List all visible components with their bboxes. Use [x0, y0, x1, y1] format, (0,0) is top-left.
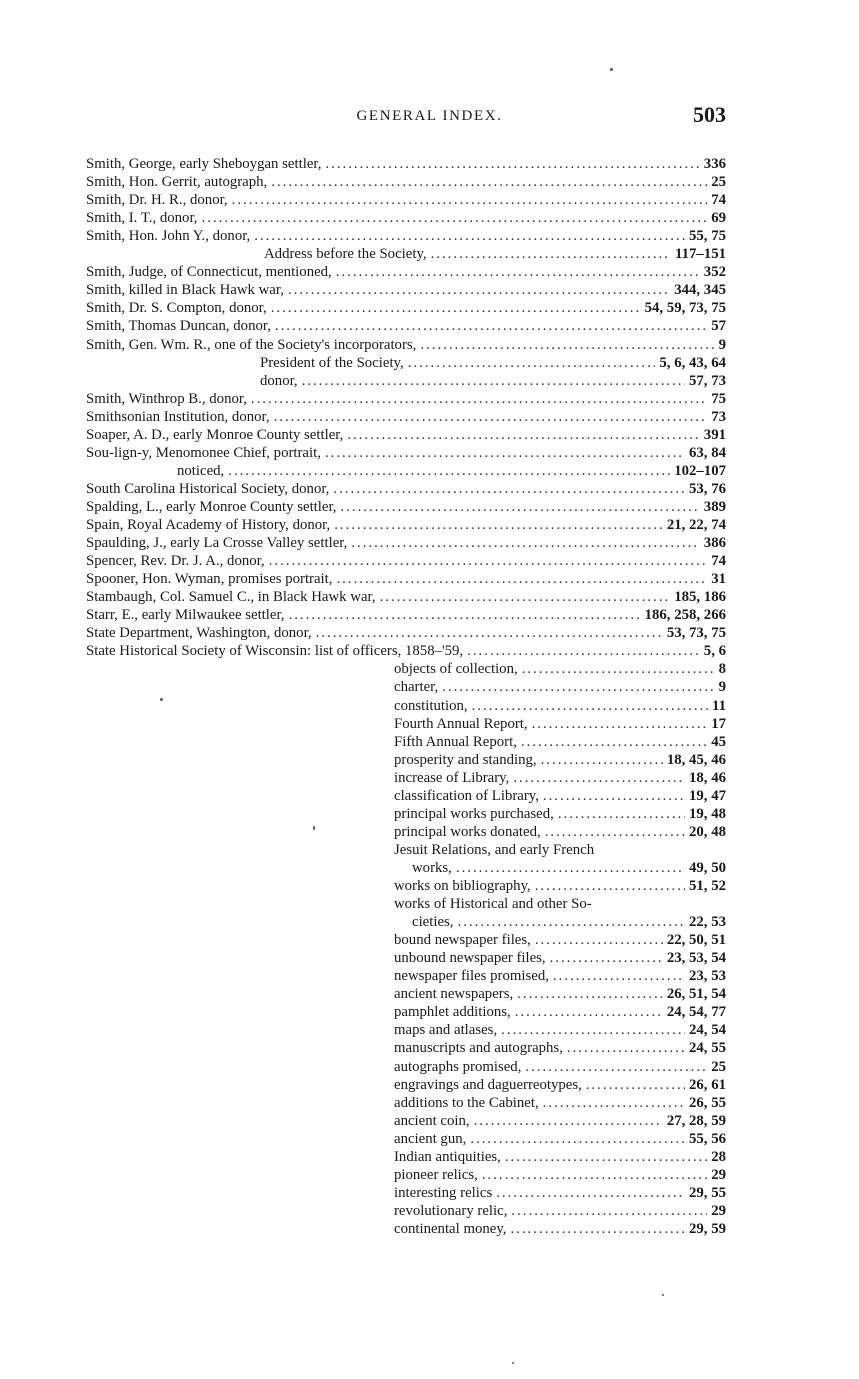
entry-page-refs: 26, 61 [689, 1076, 726, 1093]
entry-text: ancient gun, [394, 1130, 467, 1147]
entry-page-refs: 336 [703, 156, 726, 172]
dot-leader [336, 263, 700, 281]
entry-text: Fourth Annual Report, [394, 715, 528, 732]
entry-page-refs: 352 [703, 264, 726, 281]
index-entry [86, 588, 726, 606]
dot-leader [553, 967, 685, 985]
entry-page-refs: 29 [711, 1202, 726, 1219]
entry-text: cieties, [412, 914, 454, 931]
dot-leader [351, 534, 699, 552]
index-entry [260, 354, 726, 372]
index-entry [86, 173, 726, 191]
dot-leader [505, 1148, 707, 1166]
entry-text: constitution, [394, 697, 468, 714]
entry-page-refs: 23, 53, 54 [666, 950, 726, 967]
dot-leader [550, 949, 663, 967]
entry-text: Smith, Gen. Wm. R., one of the Society's incorporators, [86, 336, 417, 353]
dot-leader [496, 1184, 685, 1202]
entry-text: Smith, Thomas Duncan, donor, [86, 318, 271, 335]
entry-text: Starr, E., early Milwaukee settler, [86, 607, 285, 624]
index-entry [412, 859, 726, 877]
index-entry [394, 751, 726, 769]
entry-page-refs: 69 [711, 210, 726, 227]
index-entry [412, 913, 726, 931]
dot-leader [513, 769, 685, 787]
index-entry [394, 1130, 726, 1148]
entry-page-refs: 102–107 [674, 462, 726, 479]
entry-text: South Carolina Historical Society, donor, [86, 480, 330, 497]
index-entry [86, 191, 726, 209]
dot-leader [510, 1220, 685, 1238]
entry-text: bound newspaper files, [394, 932, 531, 949]
entry-page-refs: 54, 59, 73, 75 [644, 300, 726, 317]
entry-text: Spencer, Rev. Dr. J. A., donor, [86, 553, 265, 570]
index-entry [394, 895, 592, 913]
entry-page-refs: 24, 55 [689, 1040, 726, 1057]
entry-text: Smith, I. T., donor, [86, 210, 198, 227]
dot-leader [316, 624, 663, 642]
dot-leader [545, 823, 685, 841]
entry-text: charter, [394, 679, 439, 696]
dot-leader [474, 1112, 663, 1130]
entry-page-refs: 25 [711, 1058, 726, 1075]
dot-leader [408, 354, 656, 372]
entry-page-refs: 391 [703, 426, 726, 443]
index-entry [394, 931, 726, 949]
dot-leader [334, 516, 663, 534]
entry-page-refs: 8 [718, 661, 726, 678]
entry-page-refs: 5, 6, 43, 64 [659, 354, 726, 371]
entry-page-refs: 22, 53 [689, 914, 726, 931]
dot-leader [442, 678, 714, 696]
entry-text: maps and atlases, [394, 1022, 498, 1039]
index-entry [394, 1076, 726, 1094]
index-entry [394, 1112, 726, 1130]
dot-leader [232, 191, 708, 209]
dot-leader [341, 498, 700, 516]
index-entry [86, 624, 726, 642]
entry-text: Smith, Judge, of Connecticut, mentioned, [86, 264, 332, 281]
entry-text: Spain, Royal Academy of History, donor, [86, 517, 331, 533]
entry-page-refs: 63, 84 [689, 444, 726, 461]
entry-page-refs: 21, 22, 74 [666, 517, 726, 533]
entry-page-refs: 17 [711, 715, 726, 732]
entry-page-refs: 73 [711, 408, 726, 425]
index-entry [86, 155, 726, 173]
index-entry [86, 480, 726, 498]
entry-text: principal works purchased, [394, 805, 554, 822]
index-entry [264, 245, 726, 263]
entry-text: unbound newspaper files, [394, 950, 546, 967]
entry-text: manuscripts and autographs, [394, 1040, 563, 1057]
entry-text: Fifth Annual Report, [394, 733, 517, 750]
entry-text: pioneer relics, [394, 1166, 478, 1183]
index-entry [394, 1094, 726, 1112]
dot-leader [535, 877, 685, 895]
index-entry [394, 1058, 726, 1076]
entry-text: Stambaugh, Col. Samuel C., in Black Hawk war, [86, 589, 376, 606]
entry-text: Smith, Hon. John Y., donor, [86, 228, 251, 245]
entry-page-refs: 186, 258, 266 [644, 607, 726, 624]
index-entry [394, 697, 726, 715]
entry-page-refs: 74 [711, 192, 726, 209]
index-entry [86, 336, 726, 354]
entry-text: Sou-lign-y, Menomonee Chief, portrait, [86, 444, 321, 461]
dot-leader [541, 751, 663, 769]
entry-page-refs: 344, 345 [674, 282, 726, 299]
entry-page-refs: 22, 50, 51 [666, 932, 726, 949]
entry-page-refs: 57, 73 [689, 372, 726, 389]
entry-page-refs: 29 [711, 1166, 726, 1183]
index-entry [394, 678, 726, 696]
entry-text: objects of collection, [394, 661, 518, 678]
dot-leader [535, 931, 663, 949]
index-entry [394, 769, 726, 787]
entry-text: engravings and daguerreotypes, [394, 1076, 582, 1093]
entry-text: Smithsonian Institution, donor, [86, 408, 270, 425]
dot-leader [515, 1003, 663, 1021]
entry-text: Spooner, Hon. Wyman, promises portrait, [86, 571, 333, 588]
entry-page-refs: 27, 28, 59 [666, 1112, 726, 1129]
dot-leader [302, 372, 685, 390]
index-entry [394, 1021, 726, 1039]
dot-leader [251, 390, 707, 408]
print-speck [610, 68, 613, 71]
entry-page-refs: 51, 52 [689, 878, 726, 894]
index-entry [394, 877, 726, 895]
entry-text: donor, [260, 372, 298, 389]
index-entry [394, 1202, 726, 1220]
entry-page-refs: 74 [711, 553, 726, 570]
dot-leader [472, 697, 708, 715]
dot-leader [458, 913, 686, 931]
dot-leader [567, 1039, 685, 1057]
index-entry [86, 534, 726, 552]
dot-leader [333, 480, 685, 498]
index-entry [394, 805, 726, 823]
dot-leader [525, 1058, 707, 1076]
entry-text: Spalding, L., early Monroe County settler, [86, 498, 337, 515]
entry-page-refs: 9 [718, 336, 726, 353]
entry-text: State Department, Washington, donor, [86, 625, 312, 642]
dot-leader [517, 985, 663, 1003]
index-entry [394, 1148, 726, 1166]
index-entry [394, 1039, 726, 1057]
entry-page-refs: 75 [711, 390, 726, 407]
entry-page-refs: 24, 54 [689, 1022, 726, 1039]
dot-leader [521, 733, 707, 751]
entry-text: Address before the Society, [264, 246, 427, 263]
entry-text: ancient coin, [394, 1112, 470, 1129]
entry-page-refs: 20, 48 [689, 823, 726, 840]
index-entry [394, 1166, 726, 1184]
dot-leader [511, 1202, 707, 1220]
entry-text: autographs promised, [394, 1058, 522, 1075]
print-speck [160, 698, 163, 701]
entry-text: ancient newspapers, [394, 986, 514, 1003]
entry-page-refs: 5, 6 [703, 643, 726, 660]
dot-leader [558, 805, 685, 823]
dot-leader [380, 588, 671, 606]
index-entry [86, 552, 726, 570]
index-entry [394, 1003, 726, 1021]
print-speck [313, 826, 315, 830]
entry-text: principal works donated, [394, 823, 541, 840]
print-speck [662, 1294, 664, 1296]
dot-leader [482, 1166, 707, 1184]
entry-text: continental money, [394, 1220, 507, 1237]
index-entry [86, 299, 726, 317]
entry-text: Indian antiquities, [394, 1148, 501, 1165]
entry-text: Smith, Dr. H. R., donor, [86, 192, 228, 209]
entry-text: Spaulding, J., early La Crosse Valley settler, [86, 535, 348, 552]
index-entry [86, 516, 726, 534]
entry-text: Smith, George, early Sheboygan settler, [86, 156, 322, 172]
index-entry [86, 642, 726, 660]
entry-text: Smith, Winthrop B., donor, [86, 390, 247, 407]
entry-page-refs: 55, 75 [689, 228, 726, 245]
entry-text: prosperity and standing, [394, 751, 537, 768]
index-entry [86, 444, 726, 462]
dot-leader [228, 462, 670, 480]
dot-leader [254, 227, 685, 245]
page-number: 503 [693, 102, 726, 127]
dot-leader [467, 642, 700, 660]
dot-leader [420, 336, 714, 354]
dot-leader [275, 317, 707, 335]
index-entry [86, 498, 726, 516]
entry-page-refs: 53, 73, 75 [666, 625, 726, 642]
dot-leader [274, 408, 708, 426]
entry-page-refs: 19, 48 [689, 805, 726, 822]
dot-leader [289, 606, 641, 624]
index-entry [394, 715, 726, 733]
dot-leader [288, 281, 670, 299]
entry-page-refs: 386 [703, 535, 726, 552]
entry-page-refs: 29, 55 [689, 1184, 726, 1201]
entry-page-refs: 55, 56 [689, 1130, 726, 1147]
entry-page-refs: 19, 47 [689, 787, 726, 804]
dot-leader [271, 299, 641, 317]
dot-leader [269, 552, 708, 570]
entry-text: newspaper files promised, [394, 968, 549, 985]
index-entry [86, 281, 726, 299]
index-entry [86, 227, 726, 245]
entry-page-refs: 11 [712, 697, 726, 714]
entry-page-refs: 28 [711, 1148, 726, 1165]
dot-leader [501, 1021, 685, 1039]
index-entry [86, 570, 726, 588]
index-entry [86, 408, 726, 426]
index-entry [394, 1220, 726, 1238]
index-entry [177, 462, 726, 480]
index-entry [394, 787, 726, 805]
entry-text: President of the Society, [260, 354, 404, 371]
dot-leader [431, 245, 671, 263]
entry-page-refs: 45 [711, 733, 726, 750]
entry-text: works, [412, 859, 452, 876]
entry-text: increase of Library, [394, 769, 510, 786]
entry-page-refs: 23, 53 [689, 968, 726, 985]
index-entry [394, 660, 726, 678]
index-entry [394, 823, 726, 841]
dot-leader [543, 1094, 685, 1112]
entry-text: Smith, Hon. Gerrit, autograph, [86, 174, 268, 191]
index-entry [260, 372, 726, 390]
entry-page-refs: 185, 186 [674, 589, 726, 606]
entry-page-refs: 49, 50 [689, 859, 726, 876]
entry-page-refs: 31 [711, 571, 726, 588]
entry-text: State Historical Society of Wisconsin: list of officers, 1858–'59, [86, 643, 464, 660]
dot-leader [470, 1130, 685, 1148]
entry-page-refs: 18, 46 [689, 769, 726, 786]
dot-leader [325, 155, 699, 173]
dot-leader [325, 444, 685, 462]
entry-page-refs: 26, 51, 54 [666, 986, 726, 1003]
entry-text: Smith, Dr. S. Compton, donor, [86, 300, 267, 317]
entry-text: interesting relics [394, 1184, 493, 1201]
entry-text: works of Historical and other So- [394, 896, 592, 913]
index-entry [86, 426, 726, 444]
entry-page-refs: 389 [703, 498, 726, 515]
dot-leader [543, 787, 685, 805]
entry-text: Smith, killed in Black Hawk war, [86, 282, 284, 299]
print-speck [512, 1362, 514, 1364]
index-entry [86, 209, 726, 227]
entry-text: revolutionary relic, [394, 1202, 508, 1219]
entry-page-refs: 29, 59 [689, 1220, 726, 1237]
entry-text: Soaper, A. D., early Monroe County settler, [86, 426, 344, 443]
entry-text: works on bibliography, [394, 878, 531, 894]
dot-leader [271, 173, 707, 191]
entry-text: noticed, [177, 462, 225, 479]
dot-leader [522, 660, 715, 678]
entry-text: Jesuit Relations, and early French [394, 841, 595, 858]
entry-text: additions to the Cabinet, [394, 1094, 539, 1111]
entry-page-refs: 26, 55 [689, 1094, 726, 1111]
entry-page-refs: 53, 76 [689, 480, 726, 497]
index-entry [86, 263, 726, 281]
index-entry [394, 1184, 726, 1202]
index-entry [394, 733, 726, 751]
entry-page-refs: 25 [711, 174, 726, 191]
dot-leader [532, 715, 708, 733]
entry-text: pamphlet additions, [394, 1004, 511, 1021]
index-entry [86, 390, 726, 408]
entry-page-refs: 117–151 [675, 246, 726, 263]
index-entry [86, 317, 726, 335]
index-entry [394, 967, 726, 985]
index-entry [394, 841, 594, 859]
dot-leader [347, 426, 699, 444]
dot-leader [201, 209, 707, 227]
running-header-title: GENERAL INDEX. [356, 108, 503, 124]
dot-leader [456, 859, 685, 877]
entry-page-refs: 57 [711, 318, 726, 335]
entry-page-refs: 18, 45, 46 [666, 751, 726, 768]
entry-page-refs: 24, 54, 77 [666, 1004, 726, 1021]
index-entry [86, 606, 726, 624]
dot-leader [336, 570, 707, 588]
index-entry [394, 985, 726, 1003]
index-entry [394, 949, 726, 967]
dot-leader [586, 1076, 685, 1094]
entry-text: classification of Library, [394, 787, 539, 804]
entry-page-refs: 9 [718, 679, 726, 696]
